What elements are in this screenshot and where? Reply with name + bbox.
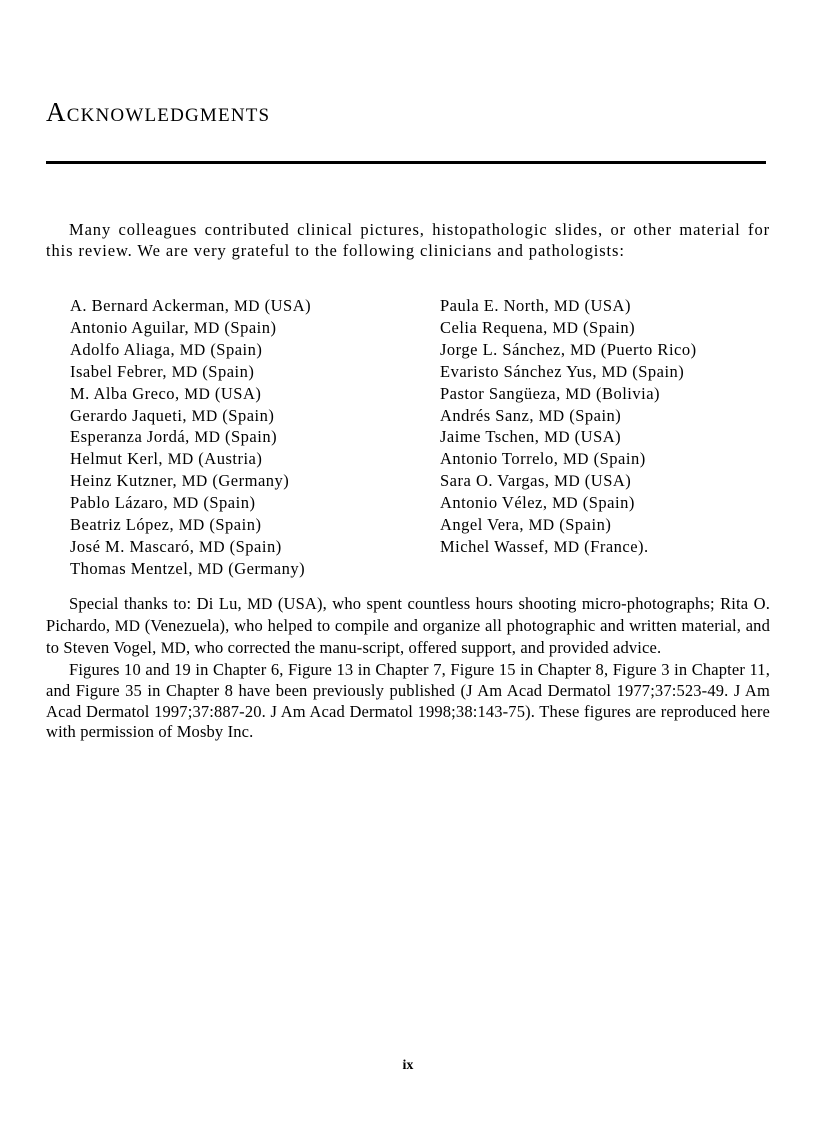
colleague-entry (70, 537, 311, 559)
colleague-entry (440, 449, 697, 471)
colleague-name: Adolfo Aliaga, (70, 339, 176, 359)
colleague-entry (440, 362, 697, 384)
colleague-entry (440, 296, 697, 318)
degree-abbreviation: MD (565, 385, 592, 403)
special-thanks-paragraph (46, 594, 770, 660)
special-thanks-part-4: , who corrected the manu-script, offered support, and provided advice. (185, 637, 662, 657)
colleague-entry (440, 427, 697, 449)
colleague-entry (70, 296, 311, 318)
degree-abbreviation: MD (544, 429, 571, 447)
colleague-name: Pablo Lázaro, (70, 493, 169, 513)
colleague-country: (USA) (584, 296, 631, 315)
colleague-country: (Spain) (209, 515, 262, 535)
colleague-entry (440, 515, 697, 537)
degree-abbreviation: MD (601, 363, 628, 381)
colleague-entry (440, 471, 697, 493)
colleague-country: (Spain) (583, 317, 636, 337)
colleague-country: (Spain) (210, 339, 263, 359)
colleague-name: Isabel Febrer, (70, 361, 168, 381)
degree-abbreviation: MD (528, 517, 555, 535)
colleague-name: Esperanza Jordá, (70, 427, 190, 447)
degree-abbreviation: MD (199, 538, 226, 556)
colleague-entry (440, 537, 697, 559)
degree-abbreviation: MD (160, 639, 186, 657)
special-thanks-part-1: Special thanks to: Di Lu, (69, 594, 242, 613)
special-thanks-section (46, 594, 770, 743)
colleague-name: José M. Mascaró, (70, 536, 195, 556)
colleague-entry (70, 559, 311, 581)
colleague-name: Antonio Vélez, (440, 493, 548, 513)
colleague-entry (70, 384, 311, 406)
colleague-country: (Puerto Rico) (600, 339, 697, 359)
degree-abbreviation: MD (563, 451, 589, 469)
colleague-list-right (440, 296, 697, 559)
colleague-entry (70, 515, 311, 537)
colleague-entry (440, 318, 697, 340)
colleague-entry (70, 406, 311, 428)
colleague-country: (Bolivia) (595, 383, 661, 403)
colleague-name: Beatriz López, (70, 515, 175, 535)
colleague-entry (440, 384, 697, 406)
colleague-country: (USA) (264, 296, 312, 315)
degree-abbreviation: MD (172, 495, 199, 513)
degree-abbreviation: MD (570, 341, 597, 359)
colleague-name: A. Bernard Ackerman, (70, 296, 230, 315)
degree-abbreviation: MD (179, 341, 206, 359)
colleague-name: Jorge L. Sánchez, (440, 339, 566, 359)
colleague-entry (70, 318, 311, 340)
colleague-list-left (70, 296, 311, 581)
colleague-name: Andrés Sanz, (440, 405, 534, 425)
colleague-entry (70, 449, 311, 471)
colleague-country: (Spain) (593, 449, 646, 469)
degree-abbreviation: MD (553, 298, 580, 315)
title-rule (46, 161, 766, 164)
colleague-country: (Spain) (582, 493, 635, 513)
colleague-name: Celia Requena, (440, 317, 548, 337)
degree-abbreviation: MD (171, 363, 198, 381)
colleague-country: (Spain) (559, 515, 612, 535)
colleague-name: M. Alba Greco, (70, 383, 180, 403)
colleague-country: (Spain) (632, 361, 685, 381)
degree-abbreviation: MD (234, 298, 260, 315)
colleague-entry (70, 427, 311, 449)
colleague-name: Michel Wassef, (440, 536, 549, 556)
special-thanks-part-3: (Venezuela), who helped to compile and organize all photographic and written material, and to Steven Vogel, (46, 615, 770, 657)
colleague-name: Angel Vera, (440, 515, 525, 535)
colleague-name: Gerardo Jaqueti, (70, 405, 188, 425)
colleague-country: (Spain) (202, 361, 255, 381)
colleague-country: (Spain) (224, 317, 277, 337)
colleague-name: Paula E. North, (440, 296, 550, 315)
degree-abbreviation: MD (191, 407, 218, 425)
colleague-entry (70, 493, 311, 515)
degree-abbreviation: MD (167, 451, 194, 469)
colleague-name: Sara O. Vargas, (440, 471, 550, 491)
colleague-name: Heinz Kutzner, (70, 471, 178, 491)
colleague-entry (440, 493, 697, 515)
colleague-entry (70, 362, 311, 384)
colleague-country: (Spain) (569, 405, 622, 425)
degree-abbreviation: MD (194, 429, 221, 447)
figures-note-paragraph: Figures 10 and 19 in Chapter 6, Figure 13 in Chapter 7, Figure 15 in Chapter 8, Figure 3 in Chapter 11, and Figure 35 in Chapter 8 have been previously published (J Am Acad Dermatol 1977;37:523-49. J Am Acad Dermatol 1997;37:887-20. J Am Acad Dermatol 1998;38:143-75). These figures are reproduced here with permission of Mosby Inc. (46, 659, 770, 742)
degree-abbreviation: MD (184, 385, 211, 403)
degree-abbreviation: MD (554, 473, 581, 491)
degree-abbreviation: MD (247, 596, 273, 613)
colleague-country: (Austria) (198, 449, 263, 469)
colleague-name: Pastor Sangüeza, (440, 383, 561, 403)
colleague-name: Helmut Kerl, (70, 449, 164, 469)
colleague-country: (USA) (214, 383, 262, 403)
colleague-country: (Germany) (228, 558, 306, 578)
colleague-country: (USA) (574, 427, 622, 447)
degree-abbreviation: MD (114, 617, 141, 635)
degree-abbreviation: MD (197, 560, 224, 578)
colleague-entry (70, 471, 311, 493)
degree-abbreviation: MD (553, 538, 580, 556)
degree-abbreviation: MD (552, 319, 579, 337)
colleague-name: Jaime Tschen, (440, 427, 540, 447)
degree-abbreviation: MD (193, 319, 220, 337)
page-number: ix (402, 1058, 414, 1073)
degree-abbreviation: MD (538, 407, 565, 425)
colleague-country: (USA) (584, 471, 632, 491)
colleague-name: Evaristo Sánchez Yus, (440, 361, 597, 381)
colleague-entry (70, 340, 311, 362)
special-thanks-part-2: (USA), who spent countless hours shooting micro-photographs; Rita O. Pichardo, (46, 594, 770, 635)
colleague-country: (Spain) (225, 427, 278, 447)
degree-abbreviation: MD (178, 517, 205, 535)
colleague-entry (440, 340, 697, 362)
colleague-country: (Germany) (212, 471, 290, 491)
colleague-entry (440, 406, 697, 428)
colleague-name: Antonio Aguilar, (70, 317, 190, 337)
colleague-name: Antonio Torrelo, (440, 449, 559, 469)
degree-abbreviation: MD (181, 473, 208, 491)
degree-abbreviation: MD (552, 495, 579, 513)
page-title: Acknowledgments (46, 97, 271, 127)
intro-paragraph: Many colleagues contributed clinical pictures, histopathologic slides, or other material for this review. We are very grateful to the following clinicians and pathologists: (46, 220, 770, 260)
colleague-country: (Spain) (222, 405, 275, 425)
colleague-country: (Spain) (229, 536, 282, 556)
colleague-country: (France). (584, 536, 649, 556)
colleague-name: Thomas Mentzel, (70, 558, 193, 578)
colleague-country: (Spain) (203, 493, 256, 513)
